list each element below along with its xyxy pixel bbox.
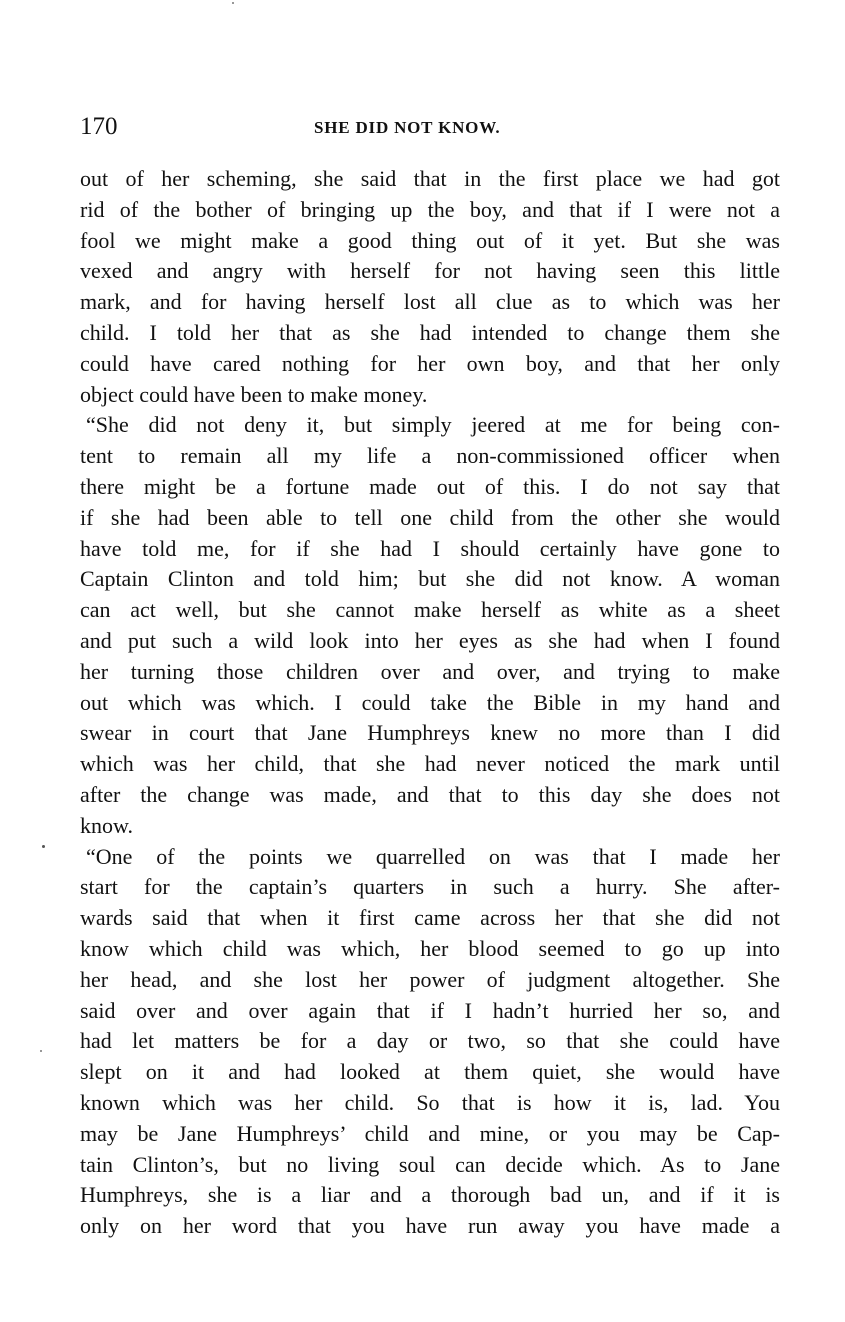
text-line: may be Jane Humphreys’ child and mine, or you may be Cap-: [80, 1120, 780, 1146]
text-line: her turning those children over and over, and trying to make: [80, 658, 780, 684]
text-line: out which was which. I could take the Bible in my hand and: [80, 689, 780, 715]
text-line: start for the captain’s quarters in such a hurry. She after-: [80, 874, 780, 900]
text-line: “One of the points we quarrelled on was that I made her: [86, 843, 780, 869]
text-line: fool we might make a good thing out of it yet. But she was: [80, 227, 780, 253]
text-line: could have cared nothing for her own boy, and that her only: [80, 350, 780, 376]
text-line: known which was her child. So that is how it is, lad. You: [80, 1089, 780, 1115]
print-speck: [232, 2, 234, 4]
text-line: object could have been to make money.: [80, 381, 428, 407]
text-line: Captain Clinton and told him; but she did not know. A woman: [80, 566, 780, 592]
text-line: after the change was made, and that to this day she does not: [80, 781, 780, 807]
text-line: mark, and for having herself lost all clue as to which was her: [80, 289, 780, 315]
text-line: said over and over again that if I hadn’t hurried her so, and: [80, 997, 780, 1023]
text-line: slept on it and had looked at them quiet, she would have: [80, 1059, 780, 1085]
text-line: know.: [80, 812, 133, 838]
text-line: out of her scheming, she said that in the first place we had got: [80, 166, 780, 191]
text-line: tent to remain all my life a non-commissioned officer when: [80, 443, 780, 469]
page-header: [80, 112, 780, 142]
text-line: and put such a wild look into her eyes as she had when I found: [80, 627, 780, 653]
text-line: her head, and she lost her power of judgment altogether. She: [80, 966, 780, 992]
margin-mark: [40, 1050, 42, 1052]
text-line: tain Clinton’s, but no living soul can decide which. As to Jane: [80, 1151, 780, 1177]
text-line: vexed and angry with herself for not having seen this little: [80, 258, 780, 284]
text-line: rid of the bother of bringing up the boy, and that if I were not a: [80, 196, 780, 222]
text-line: wards said that when it first came across her that she did not: [80, 905, 780, 931]
text-line: only on her word that you have run away you have made a: [80, 1213, 780, 1239]
running-head: SHE DID NOT KNOW.: [314, 118, 501, 137]
text-line: “She did not deny it, but simply jeered at me for being con-: [86, 412, 780, 438]
text-line: can act well, but she cannot make herself as white as a sheet: [80, 597, 780, 623]
body-text: [80, 164, 780, 1242]
text-line: know which child was which, her blood seemed to go up into: [80, 935, 780, 961]
page-number: 170: [80, 113, 118, 140]
text-line: Humphreys, she is a liar and a thorough bad un, and if it is: [80, 1182, 780, 1208]
text-line: child. I told her that as she had intended to change them she: [80, 319, 780, 345]
margin-mark: [42, 845, 45, 848]
text-line: have told me, for if she had I should certainly have gone to: [80, 535, 780, 561]
text-line: swear in court that Jane Humphreys knew no more than I did: [80, 720, 780, 746]
text-line: if she had been able to tell one child from the other she would: [80, 504, 780, 530]
text-line: there might be a fortune made out of this. I do not say that: [80, 473, 780, 499]
text-line: had let matters be for a day or two, so that she could have: [80, 1028, 780, 1054]
text-line: which was her child, that she had never noticed the mark until: [80, 751, 780, 777]
